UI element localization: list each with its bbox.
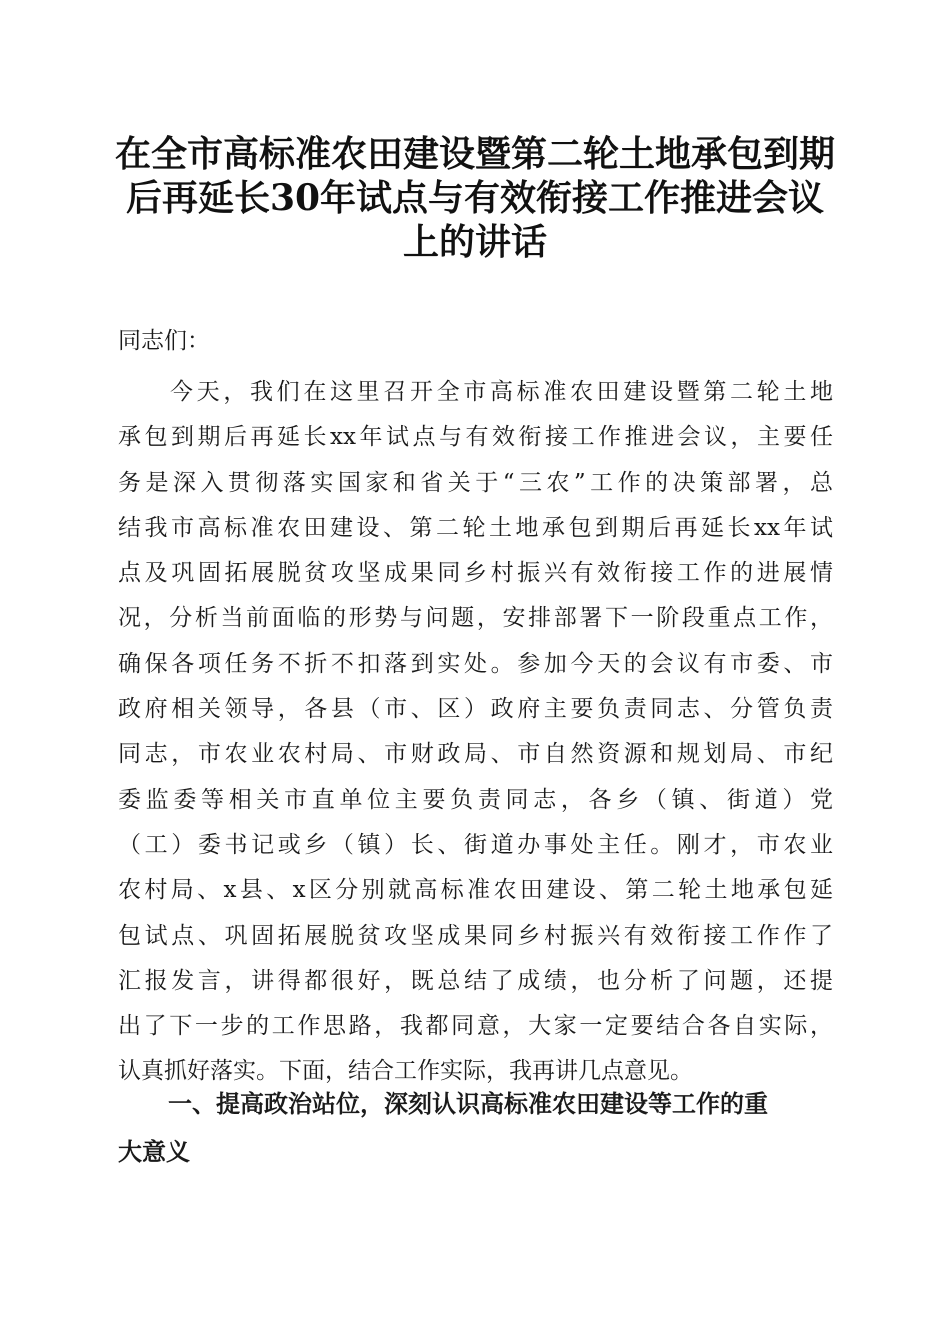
- paragraph-line: 确保各项任务不折不扣落到实处。参加今天的会议有市委、市: [118, 650, 833, 677]
- paragraph-line: 汇报发言，讲得都很好，既总结了成绩，也分析了问题，还提: [118, 967, 833, 994]
- paragraph-line: 政府相关领导，各县（市、区）政府主要负责同志、分管负责: [118, 696, 833, 723]
- paragraph-line: （工）委书记或乡（镇）长、街道办事处主任。刚才，市农业: [118, 831, 833, 858]
- title-line: 后再延长30年试点与有效衔接工作推进会议: [125, 177, 825, 219]
- paragraph-line: 出了下一步的工作思路，我都同意，大家一定要结合各自实际，: [118, 1013, 833, 1040]
- paragraph-line: 农村局、x县、x区分别就高标准农田建设、第二轮土地承包延: [118, 877, 833, 904]
- section-heading: [118, 1080, 833, 1176]
- paragraph-line: 包试点、巩固拓展脱贫攻坚成果同乡村振兴有效衔接工作作了: [118, 922, 833, 949]
- paragraph-line: 同志，市农业农村局、市财政局、市自然资源和规划局、市纪: [118, 741, 833, 768]
- heading-line: 大意义: [118, 1138, 190, 1166]
- heading-line: 一、提高政治站位，深刻认识高标准农田建设等工作的重: [168, 1090, 768, 1118]
- paragraph-line: 务是深入贯彻落实国家和省关于“三农”工作的决策部署，总: [118, 469, 833, 496]
- document-title: [100, 132, 850, 264]
- paragraph-line: 结我市高标准农田建设、第二轮土地承包到期后再延长xx年试: [118, 514, 833, 541]
- body-paragraph: [118, 370, 833, 1095]
- paragraph-line: 今天，我们在这里召开全市高标准农田建设暨第二轮土地: [170, 379, 833, 405]
- paragraph-line: 委监委等相关市直单位主要负责同志，各乡（镇、街道）党: [118, 786, 833, 813]
- paragraph-line: 况，分析当前面临的形势与问题，安排部署下一阶段重点工作，: [118, 605, 833, 632]
- paragraph-line: 认真抓好落实。下面，结合工作实际，我再讲几点意见。: [118, 1058, 693, 1085]
- title-line: 上的讲话: [402, 221, 547, 263]
- salutation: 同志们：: [118, 328, 210, 354]
- paragraph-line: 点及巩固拓展脱贫攻坚成果同乡村振兴有效衔接工作的进展情: [118, 560, 833, 587]
- title-line: 在全市高标准农田建设暨第二轮土地承包到期: [114, 133, 835, 175]
- paragraph-line: 承包到期后再延长xx年试点与有效衔接工作推进会议，主要任: [118, 424, 833, 451]
